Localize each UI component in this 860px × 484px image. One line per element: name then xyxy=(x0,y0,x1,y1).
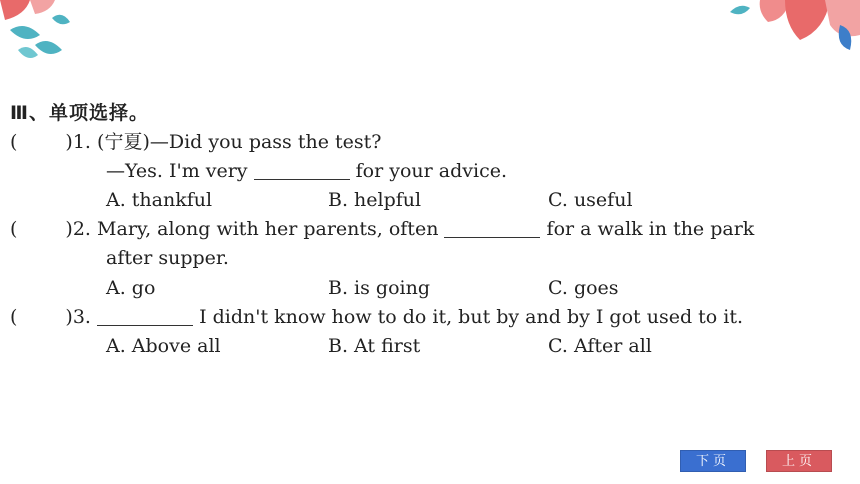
option-c: C. goes xyxy=(548,277,619,299)
section-title: Ⅲ、单项选择。 xyxy=(10,102,149,124)
blank-line xyxy=(444,219,540,238)
option-a: A. thankful xyxy=(106,189,213,211)
question-1-line-1 xyxy=(10,130,381,154)
answer-paren-open: ( xyxy=(10,218,18,240)
next-page-button[interactable]: 下页 xyxy=(680,450,746,472)
answer-paren-close: ) xyxy=(65,218,73,240)
question-stem: —Yes. I'm very xyxy=(106,160,248,182)
question-stem: for your advice. xyxy=(355,160,507,182)
option-a: A. Above all xyxy=(106,335,221,357)
question-stem: Mary, along with her parents, often xyxy=(97,218,439,240)
question-stem: —Did you pass the test? xyxy=(149,131,382,153)
question-2-line-2: after supper. xyxy=(106,247,229,269)
blank-line xyxy=(97,307,193,326)
answer-paren-open: ( xyxy=(10,131,18,153)
question-2-line-1 xyxy=(10,217,754,241)
question-stem: for a walk in the park xyxy=(546,218,755,240)
question-stem: I didn't know how to do it, but by and by I got used to it. xyxy=(199,306,744,328)
question-number: 1. xyxy=(72,131,91,153)
leaf-decoration-icon xyxy=(730,0,860,55)
question-number: 3. xyxy=(72,306,91,328)
answer-paren-close: ) xyxy=(65,306,73,328)
leaf-decoration-icon xyxy=(0,0,90,70)
question-number: 2. xyxy=(72,218,91,240)
answer-paren-close: ) xyxy=(65,131,73,153)
option-a: A. go xyxy=(106,277,156,299)
option-b: B. At first xyxy=(328,335,421,357)
question-3-line-1 xyxy=(10,305,743,329)
option-c: C. After all xyxy=(548,335,652,357)
answer-paren-open: ( xyxy=(10,306,18,328)
prev-page-button[interactable]: 上页 xyxy=(766,450,832,472)
option-c: C. useful xyxy=(548,189,633,211)
option-b: B. is going xyxy=(328,277,430,299)
question-1-line-2 xyxy=(106,159,507,183)
blank-line xyxy=(254,161,350,180)
question-source: (宁夏) xyxy=(97,131,150,153)
option-b: B. helpful xyxy=(328,189,422,211)
